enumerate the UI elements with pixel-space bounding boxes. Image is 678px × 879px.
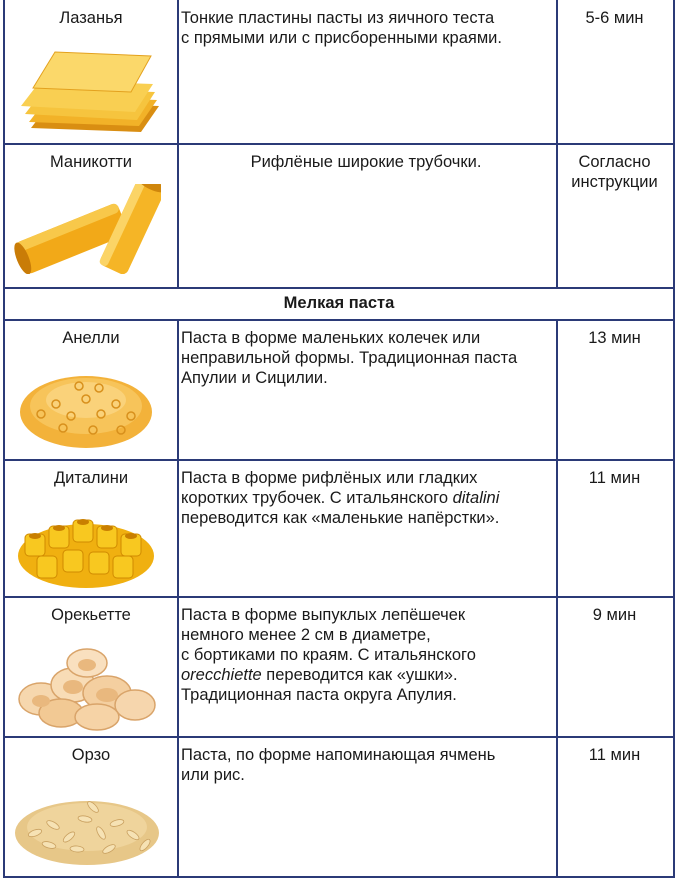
time-line: Согласно	[578, 153, 651, 171]
cook-time: 13 мин	[588, 329, 641, 347]
desc-line: с бортиками по краям. С итальянского	[181, 646, 476, 664]
desc-line: коротких трубочек. С итальянского	[181, 489, 453, 507]
pasta-name: Диталини	[53, 469, 129, 487]
pasta-description	[181, 468, 551, 528]
desc-line: Паста в форме выпуклых лепёшечек	[181, 606, 466, 624]
desc-line: Паста в форме рифлёных или гладких	[181, 469, 478, 487]
pasta-name: Орекьетте	[51, 606, 131, 624]
orzo-grains-image	[11, 771, 166, 871]
section-header-row	[3, 288, 675, 320]
cook-time: 9 мин	[592, 606, 637, 624]
column-divider	[177, 597, 179, 737]
pasta-name: Лазанья	[59, 9, 123, 27]
desc-italic: ditalini	[452, 489, 500, 507]
table-row	[3, 0, 675, 144]
table-row	[3, 460, 675, 597]
pasta-description	[181, 745, 551, 785]
orecchiette-image	[11, 633, 161, 733]
column-divider	[177, 737, 179, 877]
table-row	[3, 737, 675, 877]
manicotti-tubes-image	[11, 184, 161, 274]
desc-line: переводится как «маленькие напёрстки».	[181, 509, 500, 527]
pasta-name: Анелли	[62, 329, 120, 347]
desc-line: переводится как «ушки».	[261, 666, 458, 684]
desc-italic: orecchiette	[181, 666, 262, 684]
cook-time: 5-6 мин	[585, 9, 644, 27]
cook-time: 11 мин	[588, 746, 641, 764]
anelli-rings-image	[11, 354, 161, 454]
desc-line: Традиционная паста округа Апулия.	[181, 686, 457, 704]
desc-line: Паста, по форме напоминающая ячмень	[181, 746, 496, 764]
column-divider	[177, 320, 179, 460]
desc-line: Апулии и Сицилии.	[181, 369, 328, 387]
table-border-bottom	[3, 876, 675, 878]
column-divider	[177, 0, 179, 144]
section-title: Мелкая паста	[283, 294, 395, 312]
column-divider	[177, 144, 179, 288]
desc-line: неправильной формы. Традиционная паста	[181, 349, 518, 367]
pasta-name: Орзо	[71, 746, 111, 764]
cook-time: 11 мин	[588, 469, 641, 487]
pasta-description	[181, 152, 551, 172]
column-divider	[177, 460, 179, 597]
desc-line: Тонкие пластины пасты из яичного теста	[181, 9, 495, 27]
cook-time	[556, 152, 673, 192]
pasta-name: Маникотти	[50, 153, 132, 171]
pasta-description	[181, 605, 551, 705]
lasagna-sheets-image	[11, 36, 161, 136]
desc-line: Паста в форме маленьких колечек или	[181, 329, 481, 347]
table-row	[3, 144, 675, 288]
desc-line: с прямыми или с присборенными краями.	[181, 29, 502, 47]
table-row	[3, 597, 675, 737]
pasta-table	[3, 0, 675, 877]
pasta-description	[181, 328, 551, 388]
desc-line: немного менее 2 см в диаметре,	[181, 626, 431, 644]
desc-line: или рис.	[181, 766, 245, 784]
pasta-description	[181, 8, 551, 48]
table-row	[3, 320, 675, 460]
time-line: инструкции	[571, 173, 658, 191]
ditalini-tubes-image	[11, 494, 161, 594]
desc-line: Рифлёные широкие трубочки.	[250, 153, 482, 171]
